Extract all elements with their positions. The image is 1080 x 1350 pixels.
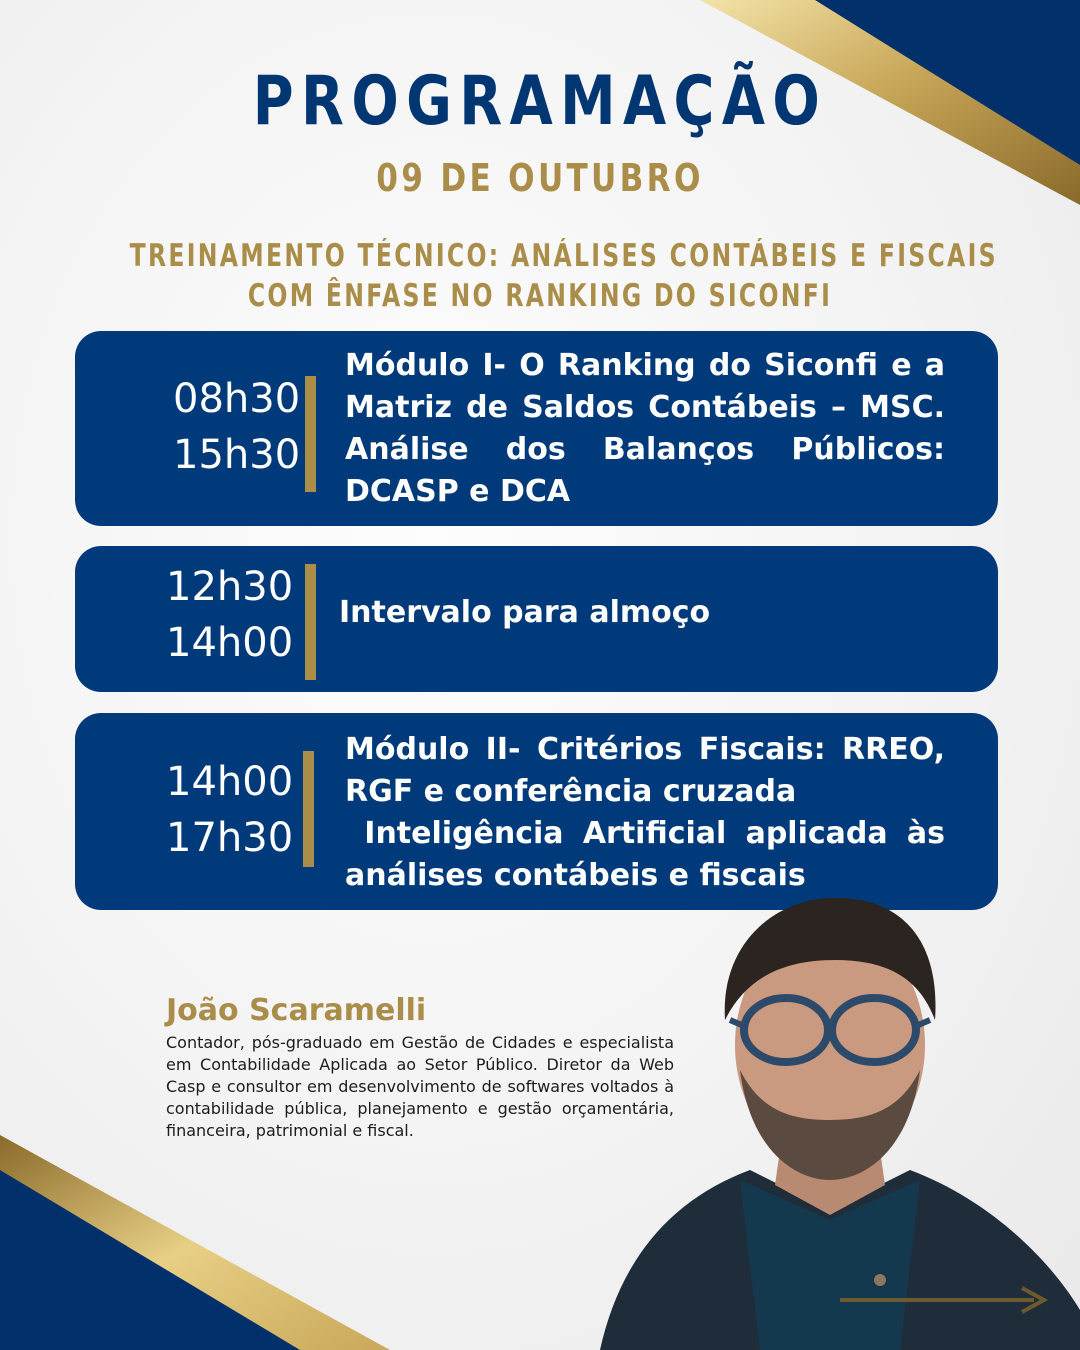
- start-time: 08h30: [173, 376, 301, 422]
- subtitle-line-2: COM ÊNFASE NO RANKING DO SICONFI: [247, 278, 833, 314]
- speaker-photo: [590, 880, 1080, 1350]
- event-subtitle: [129, 236, 998, 316]
- event-date: 09 DE OUTUBRO: [376, 156, 704, 200]
- schedule-card-1: [75, 331, 998, 526]
- session-description: Intervalo para almoço: [339, 595, 711, 630]
- page-title: PROGRAMAÇÃO: [252, 62, 828, 141]
- arrow-right-icon[interactable]: [838, 1285, 1053, 1315]
- end-time: 15h30: [173, 432, 301, 478]
- start-time: 12h30: [166, 564, 294, 610]
- end-time: 14h00: [166, 620, 294, 666]
- subtitle-line-1: TREINAMENTO TÉCNICO: ANÁLISES CONTÁBEIS E FISCAIS: [129, 238, 998, 274]
- speaker-name: João Scaramelli: [166, 993, 427, 1028]
- session-description-line-1: Módulo II- Critérios Fiscais: RREO, RGF e conferência cruzada: [345, 732, 945, 809]
- speaker-bio: Contador, pós-graduado em Gestão de Cidades e especialista em Contabilidade Aplicada ao Setor Público. Diretor da Web Casp e consultor em desenvolvimento de softwares voltados à contabilidade pública, planejamento e gestão orçamentária, financeira, patrimonial e fiscal.: [166, 1033, 674, 1140]
- session-description-line-2: Inteligência Artificial aplicada às análises contábeis e fiscais: [345, 816, 956, 893]
- time-range: [166, 754, 293, 866]
- time-range: [173, 371, 300, 483]
- divider-bar: [303, 751, 314, 867]
- session-description: [345, 729, 956, 897]
- schedule-card-2: [75, 546, 998, 692]
- divider-bar: [305, 376, 316, 492]
- time-range: [166, 559, 293, 671]
- start-time: 14h00: [166, 759, 294, 805]
- session-description: Módulo I- O Ranking do Siconfi e a Matriz de Saldos Contábeis – MSC. Análise dos Balanços Públicos: DCASP e DCA: [345, 348, 945, 509]
- divider-bar: [305, 564, 316, 680]
- end-time: 17h30: [166, 815, 294, 861]
